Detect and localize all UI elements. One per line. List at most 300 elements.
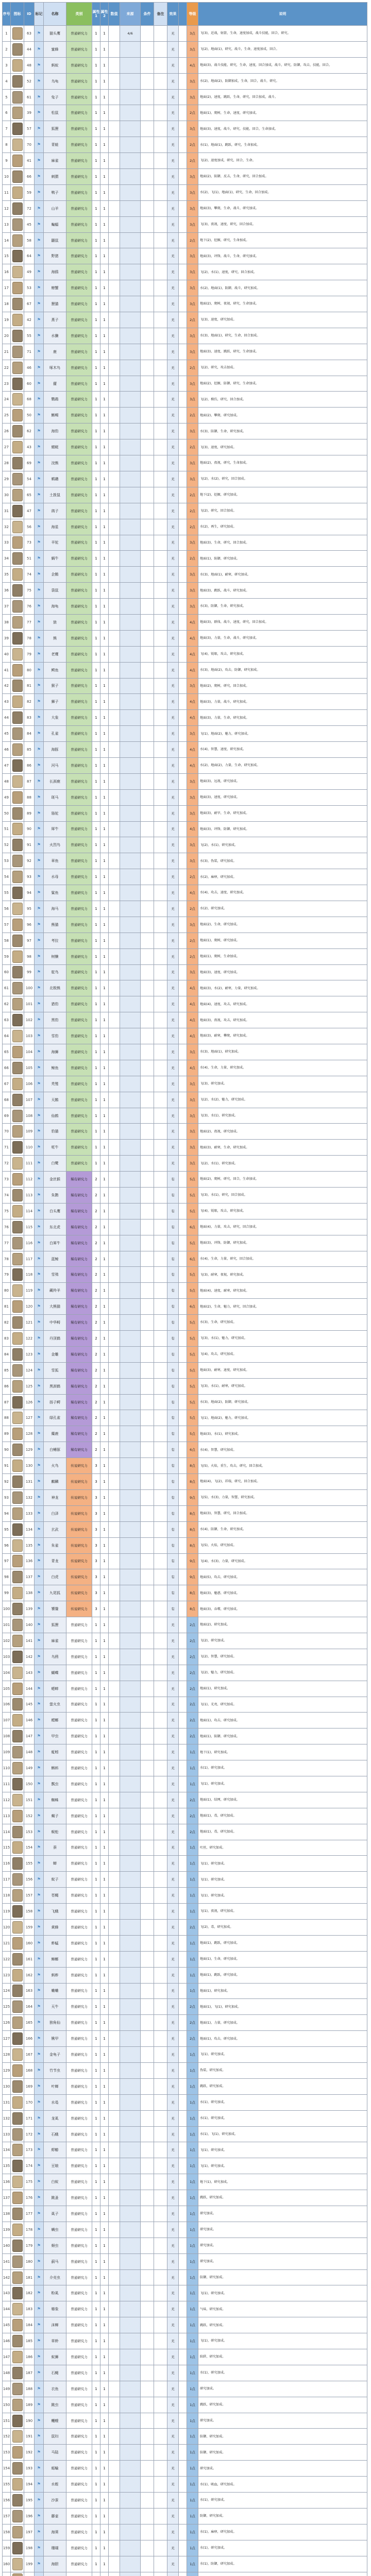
extra-cell <box>179 1076 187 1092</box>
table-row[interactable] <box>3 2031 367 2047</box>
table-row[interactable] <box>3 1776 367 1792</box>
row-id: 47 <box>24 503 35 519</box>
table-row[interactable] <box>3 153 367 169</box>
note-cell <box>154 1028 167 1044</box>
table-row[interactable] <box>3 248 367 264</box>
table-row[interactable] <box>3 1840 367 1856</box>
table-row[interactable] <box>3 869 367 885</box>
col-header[interactable]: 效果 <box>167 3 179 26</box>
extra-cell <box>179 678 187 694</box>
table-row[interactable] <box>3 2126 367 2142</box>
rank-cell: 3点 <box>187 1044 198 1060</box>
table-row[interactable] <box>3 1585 367 1601</box>
col-header[interactable]: 备注 <box>154 3 167 26</box>
table-row[interactable] <box>3 1824 367 1840</box>
col-header[interactable]: 属性1 <box>92 3 100 26</box>
table-row[interactable] <box>3 1505 367 1521</box>
attr-2: 1 <box>100 789 109 805</box>
rank-cell: 1点 <box>187 2094 198 2110</box>
table-row[interactable] <box>3 423 367 439</box>
table-row[interactable] <box>3 662 367 678</box>
table-row[interactable] <box>3 2094 367 2110</box>
value-cell <box>109 1156 120 1172</box>
table-row[interactable] <box>3 2158 367 2174</box>
table-row[interactable] <box>3 1617 367 1633</box>
table-row[interactable] <box>3 853 367 869</box>
description-cell: 水(1)，研究加成。 <box>198 2094 367 2110</box>
row-index: 144 <box>3 2301 11 2317</box>
source-cell <box>120 1251 141 1267</box>
item-icon-cell <box>11 1156 24 1172</box>
item-name: 沫蝉 <box>44 2317 66 2333</box>
table-row[interactable] <box>3 599 367 615</box>
item-type: 普通研究力 <box>66 153 92 169</box>
rank-cell: 2点 <box>187 439 198 455</box>
table-row[interactable] <box>3 1092 367 1108</box>
note-cell <box>154 1219 167 1235</box>
item-name: 海豚 <box>44 742 66 758</box>
col-header[interactable]: 属性2 <box>100 3 109 26</box>
table-row[interactable] <box>3 1553 367 1569</box>
table-row[interactable] <box>3 964 367 980</box>
flag-icon: ⚑ <box>35 1474 44 1490</box>
source-cell <box>120 344 141 360</box>
table-row[interactable] <box>3 917 367 933</box>
table-row[interactable] <box>3 996 367 1012</box>
row-index: 139 <box>3 2222 11 2238</box>
table-row[interactable] <box>3 57 367 73</box>
item-type: 普通研究力 <box>66 630 92 646</box>
table-row[interactable] <box>3 2206 367 2222</box>
table-row[interactable] <box>3 1888 367 1904</box>
extra-cell <box>179 662 187 678</box>
description-cell: 跳跃，研究加成。 <box>198 2190 367 2206</box>
col-header[interactable]: 序号 <box>3 3 11 26</box>
description-cell: 防御，研究加成。 <box>198 2429 367 2445</box>
table-row[interactable] <box>3 2429 367 2445</box>
table-row[interactable] <box>3 2317 367 2333</box>
table-row[interactable] <box>3 1315 367 1331</box>
attr-2: 1 <box>100 2413 109 2429</box>
table-row[interactable] <box>3 1203 367 1219</box>
table-row[interactable] <box>3 1267 367 1283</box>
item-icon <box>12 1841 23 1854</box>
attr-1: 1 <box>92 248 100 264</box>
table-row[interactable] <box>3 1140 367 1156</box>
table-row[interactable] <box>3 264 367 280</box>
table-row[interactable] <box>3 694 367 710</box>
col-header[interactable]: 数值 <box>109 3 120 26</box>
table-row[interactable] <box>3 2524 367 2540</box>
extra-cell <box>179 1601 187 1617</box>
table-row[interactable] <box>3 1251 367 1267</box>
table-row[interactable] <box>3 1012 367 1028</box>
note-cell <box>154 1410 167 1426</box>
table-row[interactable] <box>3 1172 367 1188</box>
description-cell: 地面(1)，防御，研究加成。 <box>198 551 367 567</box>
table-row[interactable] <box>3 1744 367 1760</box>
value-cell <box>109 232 120 248</box>
table-row[interactable] <box>3 2078 367 2094</box>
table-row[interactable] <box>3 184 367 200</box>
item-name: 蜘蛛 <box>44 1792 66 1808</box>
item-name: 草蛉 <box>44 2333 66 2349</box>
table-row[interactable] <box>3 2365 367 2381</box>
table-row[interactable] <box>3 1728 367 1744</box>
table-row[interactable] <box>3 200 367 216</box>
col-header[interactable]: 说明 <box>198 3 367 26</box>
table-row[interactable] <box>3 137 367 153</box>
col-header[interactable]: 来源 <box>120 3 141 26</box>
table-row[interactable] <box>3 1633 367 1649</box>
col-header[interactable] <box>179 3 187 26</box>
table-row[interactable] <box>3 89 367 105</box>
col-header[interactable]: 条件 <box>141 3 154 26</box>
table-row[interactable] <box>3 2063 367 2079</box>
table-row[interactable] <box>3 2015 367 2031</box>
table-row[interactable] <box>3 2253 367 2269</box>
item-type: 普通研究力 <box>66 2317 92 2333</box>
table-row[interactable] <box>3 1983 367 1999</box>
table-row[interactable] <box>3 726 367 742</box>
row-id: 195 <box>24 2493 35 2509</box>
table-row[interactable] <box>3 2556 367 2572</box>
table-row[interactable] <box>3 2397 367 2413</box>
item-name: 白犀牛 <box>44 1235 66 1251</box>
table-row[interactable] <box>3 1299 367 1315</box>
table-row[interactable] <box>3 280 367 296</box>
value-cell <box>109 1999 120 2015</box>
rank-cell: 8点 <box>187 1601 198 1617</box>
flag-icon: ⚑ <box>35 567 44 583</box>
attr-2: 1 <box>100 757 109 773</box>
table-row[interactable] <box>3 2477 367 2493</box>
extra-cell <box>179 1203 187 1219</box>
table-row[interactable] <box>3 360 367 376</box>
table-row[interactable] <box>3 2285 367 2301</box>
flag-icon: ⚑ <box>35 1267 44 1283</box>
table-row[interactable] <box>3 169 367 185</box>
attr-2: 1 <box>100 1474 109 1490</box>
col-header[interactable]: ID <box>24 3 35 26</box>
table-row[interactable] <box>3 2142 367 2158</box>
table-row[interactable] <box>3 805 367 821</box>
table-row[interactable] <box>3 2110 367 2126</box>
extra-cell <box>179 2508 187 2524</box>
note-cell <box>154 837 167 853</box>
flag-icon: ⚑ <box>35 773 44 789</box>
table-row[interactable] <box>3 933 367 948</box>
row-index: 105 <box>3 1681 11 1697</box>
description-cell: 地面(3)，吞噬，研究加成。 <box>198 1601 367 1617</box>
col-header[interactable]: 名称 <box>44 3 66 26</box>
col-header[interactable]: 标记 <box>35 3 44 26</box>
item-icon-cell <box>11 1331 24 1347</box>
table-row[interactable] <box>3 1028 367 1044</box>
table-row[interactable] <box>3 1569 367 1585</box>
table-row[interactable] <box>3 1489 367 1505</box>
row-id: 124 <box>24 1362 35 1378</box>
rank-cell: 1点 <box>187 2063 198 2079</box>
value-cell <box>109 2508 120 2524</box>
table-row[interactable] <box>3 2333 367 2349</box>
table-row[interactable] <box>3 471 367 487</box>
table-row[interactable] <box>3 1919 367 1935</box>
table-row[interactable] <box>3 1076 367 1092</box>
rank-cell: 2点 <box>187 503 198 519</box>
item-type: 普通研究力 <box>66 2365 92 2381</box>
item-icon-cell <box>11 1776 24 1792</box>
table-row[interactable] <box>3 1999 367 2015</box>
table-row[interactable] <box>3 1967 367 1983</box>
table-row[interactable] <box>3 567 367 583</box>
table-row[interactable] <box>3 2493 367 2509</box>
rank-cell: 1点 <box>187 2540 198 2556</box>
table-row[interactable] <box>3 2047 367 2063</box>
row-index: 30 <box>3 487 11 503</box>
attr-1: 1 <box>92 710 100 726</box>
table-row[interactable] <box>3 630 367 646</box>
table-row[interactable] <box>3 980 367 996</box>
condition-cell <box>141 1792 154 1808</box>
attr-2: 1 <box>100 1840 109 1856</box>
table-row[interactable] <box>3 1681 367 1697</box>
table-row[interactable] <box>3 392 367 408</box>
table-row[interactable] <box>3 1521 367 1537</box>
table-row[interactable] <box>3 1872 367 1888</box>
table-row[interactable] <box>3 757 367 773</box>
table-row[interactable] <box>3 837 367 853</box>
table-row[interactable] <box>3 2508 367 2524</box>
source-cell <box>120 1028 141 1044</box>
table-row[interactable] <box>3 1426 367 1442</box>
row-index: 125 <box>3 1999 11 2015</box>
table-row[interactable] <box>3 1378 367 1394</box>
table-row[interactable] <box>3 1044 367 1060</box>
attr-2: 1 <box>100 2031 109 2047</box>
table-row[interactable] <box>3 1856 367 1872</box>
rank-cell: 2点 <box>187 312 198 328</box>
table-row[interactable] <box>3 1219 367 1235</box>
flag-icon: ⚑ <box>35 805 44 821</box>
table-row[interactable] <box>3 2222 367 2238</box>
table-row[interactable] <box>3 1537 367 1553</box>
table-row[interactable] <box>3 551 367 567</box>
table-row[interactable] <box>3 773 367 789</box>
table-row[interactable] <box>3 1124 367 1140</box>
table-row[interactable] <box>3 583 367 599</box>
note-cell <box>154 583 167 599</box>
attr-1: 2 <box>92 1410 100 1426</box>
table-row[interactable] <box>3 535 367 551</box>
item-name: 龙虱 <box>44 2110 66 2126</box>
row-id: 183 <box>24 2301 35 2317</box>
extra-cell <box>179 933 187 948</box>
table-row[interactable] <box>3 519 367 535</box>
table-row[interactable] <box>3 73 367 89</box>
table-row[interactable] <box>3 1808 367 1824</box>
note-cell <box>154 1108 167 1124</box>
description-cell: 飞(1)，光亮，研究加成。 <box>198 1697 367 1713</box>
item-icon-cell <box>11 821 24 837</box>
table-row[interactable] <box>3 2238 367 2253</box>
description-cell: 地面(2)，挖掘，防御，研究，生命加成。 <box>198 376 367 392</box>
table-row[interactable] <box>3 901 367 917</box>
table-row[interactable] <box>3 1362 367 1378</box>
extra-cell <box>179 1585 187 1601</box>
table-row[interactable] <box>3 1649 367 1665</box>
table-row[interactable] <box>3 2461 367 2477</box>
rank-cell: 3点 <box>187 121 198 137</box>
table-row[interactable] <box>3 614 367 630</box>
note-cell <box>154 1076 167 1092</box>
table-row[interactable] <box>3 2572 367 2576</box>
extra-cell <box>179 2572 187 2576</box>
table-row[interactable] <box>3 1665 367 1681</box>
attr-2: 1 <box>100 901 109 917</box>
item-icon-cell <box>11 1872 24 1888</box>
flag-icon: ⚑ <box>35 471 44 487</box>
table-row[interactable] <box>3 948 367 964</box>
table-row[interactable] <box>3 2190 367 2206</box>
row-id: 99 <box>24 964 35 980</box>
note-cell <box>154 1697 167 1713</box>
row-index: 6 <box>3 105 11 121</box>
flag-icon: ⚑ <box>35 1728 44 1744</box>
table-row[interactable] <box>3 455 367 471</box>
table-row[interactable] <box>3 344 367 360</box>
effect-cell: 无 <box>167 1760 179 1776</box>
table-row[interactable] <box>3 1474 367 1490</box>
table-row[interactable] <box>3 1760 367 1776</box>
table-row[interactable] <box>3 1935 367 1951</box>
table-row[interactable] <box>3 1188 367 1204</box>
description-cell: 地面(3)，冲锋，防御，研究加成。 <box>198 1235 367 1251</box>
table-row[interactable] <box>3 41 367 57</box>
table-row[interactable] <box>3 1951 367 1967</box>
table-row[interactable] <box>3 1156 367 1172</box>
table-row[interactable] <box>3 2269 367 2285</box>
table-row[interactable] <box>3 1904 367 1920</box>
value-cell <box>109 1235 120 1251</box>
table-row[interactable] <box>3 1410 367 1426</box>
item-type: 普通研究力 <box>66 1124 92 1140</box>
value-cell <box>109 1283 120 1299</box>
item-name: 麻雀 <box>44 1633 66 1649</box>
table-row[interactable] <box>3 1346 367 1362</box>
table-row[interactable] <box>3 312 367 328</box>
table-row[interactable] <box>3 1601 367 1617</box>
table-row[interactable] <box>3 296 367 312</box>
table-row[interactable] <box>3 487 367 503</box>
table-row[interactable] <box>3 376 367 392</box>
table-row[interactable] <box>3 216 367 232</box>
table-row[interactable] <box>3 328 367 344</box>
table-row[interactable] <box>3 742 367 758</box>
extra-cell <box>179 312 187 328</box>
flag-icon: ⚑ <box>35 1713 44 1728</box>
table-row[interactable] <box>3 2174 367 2190</box>
table-row[interactable] <box>3 885 367 901</box>
item-type: 普通研究力 <box>66 248 92 264</box>
table-row[interactable] <box>3 1108 367 1124</box>
condition-cell <box>141 1935 154 1951</box>
attr-2: 1 <box>100 2063 109 2079</box>
table-row[interactable] <box>3 678 367 694</box>
attr-2: 1 <box>100 1697 109 1713</box>
table-row[interactable] <box>3 232 367 248</box>
value-cell <box>109 2015 120 2031</box>
extra-cell <box>179 2493 187 2509</box>
attr-1: 1 <box>92 1108 100 1124</box>
table-row[interactable] <box>3 439 367 455</box>
table-row[interactable] <box>3 789 367 805</box>
row-id: 165 <box>24 2015 35 2031</box>
item-name: 蝉 <box>44 1856 66 1872</box>
rank-cell: 8点 <box>187 1521 198 1537</box>
effect-cell: 无 <box>167 471 179 487</box>
table-row[interactable] <box>3 1331 367 1347</box>
table-row[interactable] <box>3 1792 367 1808</box>
table-row[interactable] <box>3 121 367 137</box>
table-row[interactable] <box>3 2413 367 2429</box>
table-row[interactable] <box>3 646 367 662</box>
table-row[interactable] <box>3 821 367 837</box>
note-cell <box>154 933 167 948</box>
description-cell: 地下(1)，研究加成。 <box>198 2174 367 2190</box>
table-row[interactable] <box>3 1235 367 1251</box>
col-header[interactable]: 等级 <box>187 3 198 26</box>
table-row[interactable] <box>3 1697 367 1713</box>
col-header[interactable]: 图标 <box>11 3 24 26</box>
table-row[interactable] <box>3 105 367 121</box>
table-row[interactable] <box>3 2445 367 2461</box>
table-row[interactable] <box>3 1713 367 1728</box>
row-id: 128 <box>24 1426 35 1442</box>
table-row[interactable] <box>3 2349 367 2365</box>
item-icon-cell <box>11 678 24 694</box>
item-name: 长颈鹿 <box>44 773 66 789</box>
table-row[interactable] <box>3 2301 367 2317</box>
item-name: 鹦鹉 <box>44 392 66 408</box>
flag-icon: ⚑ <box>35 2477 44 2493</box>
table-row[interactable] <box>3 503 367 519</box>
table-row[interactable] <box>3 26 367 42</box>
rank-cell: 1点 <box>187 1760 198 1776</box>
table-row[interactable] <box>3 710 367 726</box>
col-header[interactable]: 类别 <box>66 3 92 26</box>
table-row[interactable] <box>3 1060 367 1076</box>
table-row[interactable] <box>3 408 367 423</box>
row-id: 67 <box>24 296 35 312</box>
extra-cell <box>179 2477 187 2493</box>
note-cell <box>154 1569 167 1585</box>
condition-cell <box>141 901 154 917</box>
table-row[interactable] <box>3 1442 367 1458</box>
flag-icon: ⚑ <box>35 1760 44 1776</box>
table-row[interactable] <box>3 2540 367 2556</box>
table-row[interactable] <box>3 1458 367 1474</box>
source-cell <box>120 2461 141 2477</box>
table-row[interactable] <box>3 1394 367 1410</box>
extra-cell <box>179 2365 187 2381</box>
item-name: 天鹅 <box>44 1092 66 1108</box>
table-row[interactable] <box>3 1283 367 1299</box>
table-row[interactable] <box>3 2381 367 2397</box>
item-name: 饕餮 <box>44 1601 66 1617</box>
condition-cell <box>141 1426 154 1442</box>
effect-cell: 有 <box>167 1394 179 1410</box>
